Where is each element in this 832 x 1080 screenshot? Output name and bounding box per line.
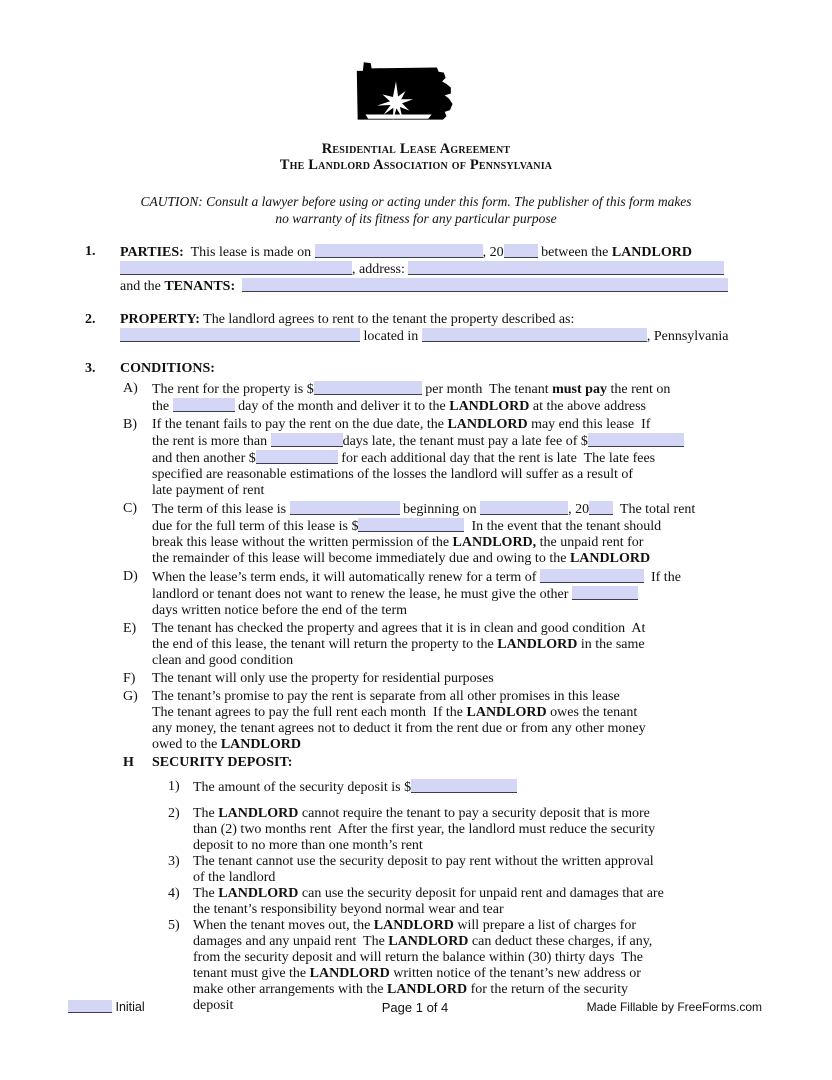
bold-text: LANDLORD: [466, 705, 547, 720]
deposit-3-no-rent-use: [168, 854, 755, 886]
section-3-conditions-label: 3.: [85, 361, 96, 376]
deposit-1-amount-label: 1): [168, 779, 180, 794]
deposit-3-no-rent-use-text: The tenant cannot use the security deposit to pay rent without the written approval of the landlord: [193, 854, 654, 885]
fill-field[interactable]: [120, 261, 352, 275]
section-2-property-text: PROPERTY: The landlord agrees to rent to the tenant the property described as: located in , Pennsylvania: [120, 312, 729, 344]
initial-label: Initial: [115, 1000, 145, 1014]
clause-f-residential-use-text: The tenant will only use the property for residential purposes: [152, 671, 494, 686]
bold-text: LANDLORD: [611, 245, 692, 260]
document-title: [0, 141, 832, 173]
fill-field[interactable]: [504, 244, 538, 258]
fill-field[interactable]: [422, 328, 647, 342]
bold-text: TENANTS:: [164, 279, 236, 294]
bold-text: CONDITIONS:: [120, 361, 215, 376]
fill-field[interactable]: [271, 433, 343, 447]
clause-f-residential-use: [123, 671, 755, 687]
bold-text: LANDLORD: [447, 417, 528, 432]
fill-field[interactable]: [173, 398, 235, 412]
bold-text: LANDLORD: [220, 737, 301, 752]
section-1-parties-text: PARTIES: This lease is made on , 20 between the LANDLORD , address: and the TENANTS:: [120, 244, 755, 295]
bold-text: LANDLORD: [569, 551, 651, 566]
deposit-3-no-rent-use-label: 3): [168, 854, 180, 869]
fill-field[interactable]: [411, 779, 517, 793]
clause-h-security-deposit-label: H: [123, 755, 134, 770]
title-line-2: The Landlord Association of Pennsylvania: [279, 157, 553, 173]
deposit-5-moveout-label: 5): [168, 918, 180, 933]
clause-b-late-fees-label: B): [123, 417, 137, 432]
clause-a-rent-text: The rent for the property is $ per month The tenant must pay the rent on the day of the month and deliver it to the LANDLORD at the above address: [152, 382, 671, 414]
clause-e-condition-label: E): [123, 621, 137, 636]
page-number: Page 1 of 4: [381, 1000, 449, 1015]
initial-field[interactable]: [68, 1000, 112, 1013]
section-3-conditions-text: [120, 361, 755, 377]
section-2-property-label: 2.: [85, 312, 96, 327]
section-1-parties-label: 1.: [85, 244, 96, 259]
pennsylvania-state-starburst-logo: [346, 57, 486, 131]
fill-field[interactable]: [242, 278, 728, 292]
deposit-4-use-label: 4): [168, 886, 180, 901]
deposit-1-amount-text: The amount of the security deposit is $: [193, 779, 755, 796]
clause-f-residential-use-label: F): [123, 671, 136, 686]
caution-line-1: CAUTION: Consult a lawyer before using or acting under this form. The publisher of this form makes: [140, 194, 692, 209]
bold-text: LANDLORD: [388, 934, 469, 949]
deposit-4-use-text: The LANDLORD can use the security deposit for unpaid rent and damages that are the tenant’s responsibility beyond normal wear and tear: [193, 886, 664, 917]
bold-text: LANDLORD: [218, 806, 299, 821]
bold-text: LANDLORD: [386, 982, 468, 997]
bold-text: LANDLORD: [373, 918, 454, 933]
fill-field[interactable]: [314, 381, 422, 395]
clause-a-rent-label: A): [123, 381, 138, 396]
deposit-2-limit-label: 2): [168, 806, 180, 821]
clause-a-rent: [123, 381, 755, 415]
fill-field[interactable]: [540, 569, 644, 583]
clause-g-rent-promise-text: The tenant’s promise to pay the rent is separate from all other promises in this lease The tenant agrees to pay the full rent each month If the LANDLORD owes the tenant any money, the tenant agrees not to deduct it from the rent due or from any other money owed to the LANDLORD: [152, 689, 646, 752]
page-footer: [0, 1000, 832, 1015]
bold-text: LANDLORD,: [452, 535, 537, 550]
bold-text: LANDLORD: [449, 399, 530, 414]
section-3-conditions: [85, 361, 755, 377]
bold-text: LANDLORD: [309, 966, 390, 981]
bold-text: SECURITY DEPOSIT:: [152, 755, 293, 770]
bold-text: must pay: [552, 382, 607, 397]
clause-b-late-fees-text: If the tenant fails to pay the rent on the due date, the LANDLORD may end this lease If the rent is more than days late, the tenant must pay a late fee of $ and then another $ for each additional day that the rent is late The late fees specified are reasonable estimations of the losses the landlord will suffer as a result of late payment of rent: [152, 417, 755, 499]
clause-e-condition-text: The tenant has checked the property and agrees that it is in clean and good condition At the end of this lease, the tenant will return the property to the LANDLORD in the same clean and good condition: [152, 621, 646, 668]
caution-notice: [0, 193, 832, 227]
bold-text: PROPERTY:: [120, 312, 200, 327]
fill-field[interactable]: [588, 433, 684, 447]
fillable-credit: Made Fillable by FreeForms.com: [586, 1000, 762, 1014]
deposit-2-limit-text: The LANDLORD cannot require the tenant to pay a security deposit that is more than (2) two months rent After the first year, the landlord must reduce the security deposit to no more than one month’s rent: [193, 806, 656, 853]
title-line-1: Residential Lease Agreement: [321, 141, 511, 157]
clause-d-renewal-text: When the lease’s term ends, it will automatically renew for a term of If the landlord or tenant does not want to renew the lease, he must give the other days written notice before the end of the term: [152, 570, 681, 618]
document-body: [0, 244, 832, 1014]
clause-c-term-text: The term of this lease is beginning on , 20 The total rent due for the full term of this lease is $ In the event that the tenant should break this lease without the written permission of the LANDLORD, the unpaid rent for the remainder of this lease will become immediately due and owing to the LANDLORD: [152, 502, 696, 566]
clause-c-term: [123, 501, 755, 567]
bold-text: LANDLORD: [497, 637, 578, 652]
fill-field[interactable]: [572, 586, 638, 600]
clause-d-renewal-label: D): [123, 569, 138, 584]
clause-b-late-fees: [123, 417, 755, 499]
fill-field[interactable]: [290, 501, 400, 515]
deposit-5-moveout-text: When the tenant moves out, the LANDLORD will prepare a list of charges for damages and any unpaid rent The LANDLORD can deduct these charges, if any, from the security deposit and will return the balance within (30) thirty days The tenant must give the LANDLORD written notice of the tenant’s new address or make other arrangements with the LANDLORD for the return of the security deposit: [193, 918, 653, 1013]
footer-initial-area: [68, 1000, 298, 1015]
fill-field[interactable]: [480, 501, 568, 515]
fill-field[interactable]: [120, 328, 360, 342]
bold-text: PARTIES:: [120, 245, 184, 260]
fill-field[interactable]: [256, 450, 338, 464]
section-2-property: [85, 312, 755, 345]
fill-field[interactable]: [315, 244, 483, 258]
clause-g-rent-promise-label: G): [123, 689, 138, 704]
fill-field[interactable]: [589, 501, 613, 515]
clause-d-renewal: [123, 569, 755, 619]
section-1-parties: [85, 244, 755, 295]
bold-text: LANDLORD: [218, 886, 299, 901]
clause-h-security-deposit-text: [152, 755, 755, 771]
clause-h-security-deposit: [123, 755, 755, 771]
clause-g-rent-promise: [123, 689, 755, 753]
caution-line-2: no warranty of its fitness for any particular purpose: [275, 211, 557, 226]
fill-field[interactable]: [408, 261, 724, 275]
deposit-1-amount: [168, 779, 755, 796]
fill-field[interactable]: [358, 518, 464, 532]
clause-c-term-label: C): [123, 501, 137, 516]
deposit-2-limit: [168, 806, 755, 854]
clause-e-condition: [123, 621, 755, 669]
deposit-4-use: [168, 886, 755, 918]
